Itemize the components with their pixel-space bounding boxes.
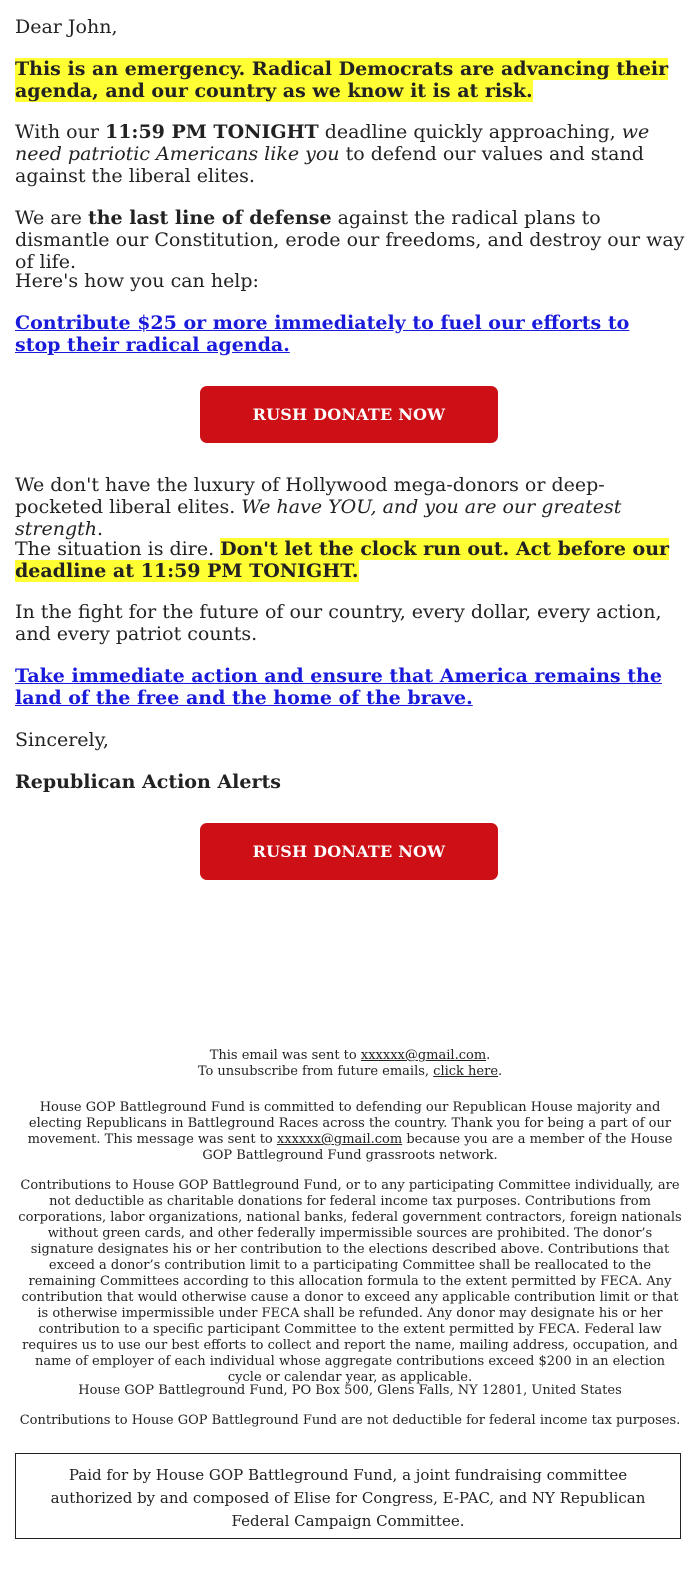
unsubscribe-link[interactable]: click here bbox=[433, 1064, 499, 1079]
commit-text-2: because you are a member of the House GOP Battleground Fund grassroots network. bbox=[202, 1132, 673, 1163]
commit-email-link[interactable]: xxxxxx@gmail.com bbox=[276, 1132, 403, 1147]
signature: Republican Action Alerts bbox=[15, 771, 281, 793]
footer-address: House GOP Battleground Fund, PO Box 500, Glens Falls, NY 12801, United States bbox=[78, 1383, 622, 1398]
link2-paragraph bbox=[15, 665, 665, 709]
rush-donate-button-2[interactable]: RUSH DONATE NOW bbox=[200, 823, 498, 880]
footer-sent-to bbox=[15, 1048, 685, 1080]
p3-text: We don't have the luxury of Hollywood mega-donors or deep-pocketed liberal elites. bbox=[15, 474, 605, 518]
greeting: Dear John, bbox=[15, 16, 118, 38]
sent-suffix: . bbox=[486, 1048, 491, 1063]
footer-commitment bbox=[22, 1100, 678, 1164]
p4-text: The situation is dire. bbox=[15, 538, 221, 560]
p2-bold: the last line of defense bbox=[87, 207, 332, 229]
take-action-link[interactable]: Take immediate action and ensure that America remains the land of the free and the home of the brave. bbox=[15, 665, 662, 709]
defense-paragraph bbox=[15, 207, 685, 273]
fight-paragraph: In the fight for the future of our country, every dollar, every action, and every patriot counts. bbox=[15, 601, 662, 645]
p2-text: We are bbox=[15, 207, 88, 229]
unsub-prefix: To unsubscribe from future emails, bbox=[197, 1064, 434, 1079]
p1-italic: we need patriotic Americans like you bbox=[15, 121, 650, 165]
link1-paragraph bbox=[15, 312, 665, 356]
dire-paragraph bbox=[15, 538, 685, 582]
contribute-link[interactable]: Contribute $25 or more immediately to fuel our efforts to stop their radical agenda. bbox=[15, 312, 630, 356]
rush-donate-button[interactable]: RUSH DONATE NOW bbox=[200, 386, 498, 443]
p2-text-2: against the radical plans to dismantle our Constitution, erode our freedoms, and destroy our way of life. bbox=[15, 207, 685, 273]
deadline-paragraph bbox=[15, 121, 685, 187]
footer-tax-note: Contributions to House GOP Battleground Fund are not deductible for federal income tax purposes. bbox=[19, 1413, 681, 1428]
donate-button-container-1 bbox=[200, 386, 498, 443]
luxury-paragraph bbox=[15, 474, 685, 540]
deadline-time: 11:59 PM TONIGHT bbox=[104, 121, 319, 143]
p1-text-2: deadline quickly approaching, bbox=[318, 121, 622, 143]
commit-text: House GOP Battleground Fund is committed to defending our Republican House majority and electing Republicans in Battleground Races across the country. Thank you for being a part of our movement. This message was sent to bbox=[27, 1100, 672, 1147]
alert-paragraph bbox=[15, 58, 685, 102]
p1-text: With our bbox=[15, 121, 105, 143]
footer-legal: Contributions to House GOP Battleground Fund, or to any participating Committee individually, are not deductible as charitable donations for federal income tax purposes. Contributions from corporations, labor organizations, national banks, federal government contractors, foreign nationals without green cards, and other federally impermissible sources are prohibited. The donor’s signature designates his or her contribution to the elections described above. Contributions that exceed a donor’s contribution limit to a participating Committee shall be reallocated to the remaining Committees according to this allocation formula to the extent permitted by FECA. Any contribution that would otherwise cause a donor to exceed any applicable contribution limit or that is otherwise impermissible under FECA shall be refunded. Any donor may designate his or her contribution to a specific participant Committee to the extent permitted by FECA. Federal law requires us to use our best efforts to collect and report the name, mailing address, occupation, and name of employer of each individual whose aggregate contributions exceed $200 in an election cycle or calendar year, as applicable. bbox=[18, 1178, 682, 1385]
p3-period: . bbox=[96, 518, 104, 540]
alert-highlight: This is an emergency. Radical Democrats are advancing their agenda, and our country as we know it is at risk. bbox=[15, 58, 669, 102]
p3-italic: We have YOU, and you are our greatest strength bbox=[15, 496, 622, 540]
recipient-email-link[interactable]: xxxxxx@gmail.com bbox=[360, 1048, 487, 1063]
sent-prefix: This email was sent to bbox=[209, 1048, 361, 1063]
p4-highlight: Don't let the clock run out. Act before our deadline at 11:59 PM TONIGHT. bbox=[15, 538, 670, 582]
donate-button-container-2 bbox=[200, 823, 498, 880]
closing: Sincerely, bbox=[15, 729, 109, 751]
paid-for-box: Paid for by House GOP Battleground Fund, a joint fundraising committee authorized by and composed of Elise for Congress, E-PAC, and NY Republican Federal Campaign Committee. bbox=[15, 1453, 681, 1539]
help-text: Here's how you can help: bbox=[15, 270, 259, 292]
unsub-suffix: . bbox=[498, 1064, 503, 1079]
p1-text-3: to defend our values and stand against the liberal elites. bbox=[15, 143, 644, 187]
